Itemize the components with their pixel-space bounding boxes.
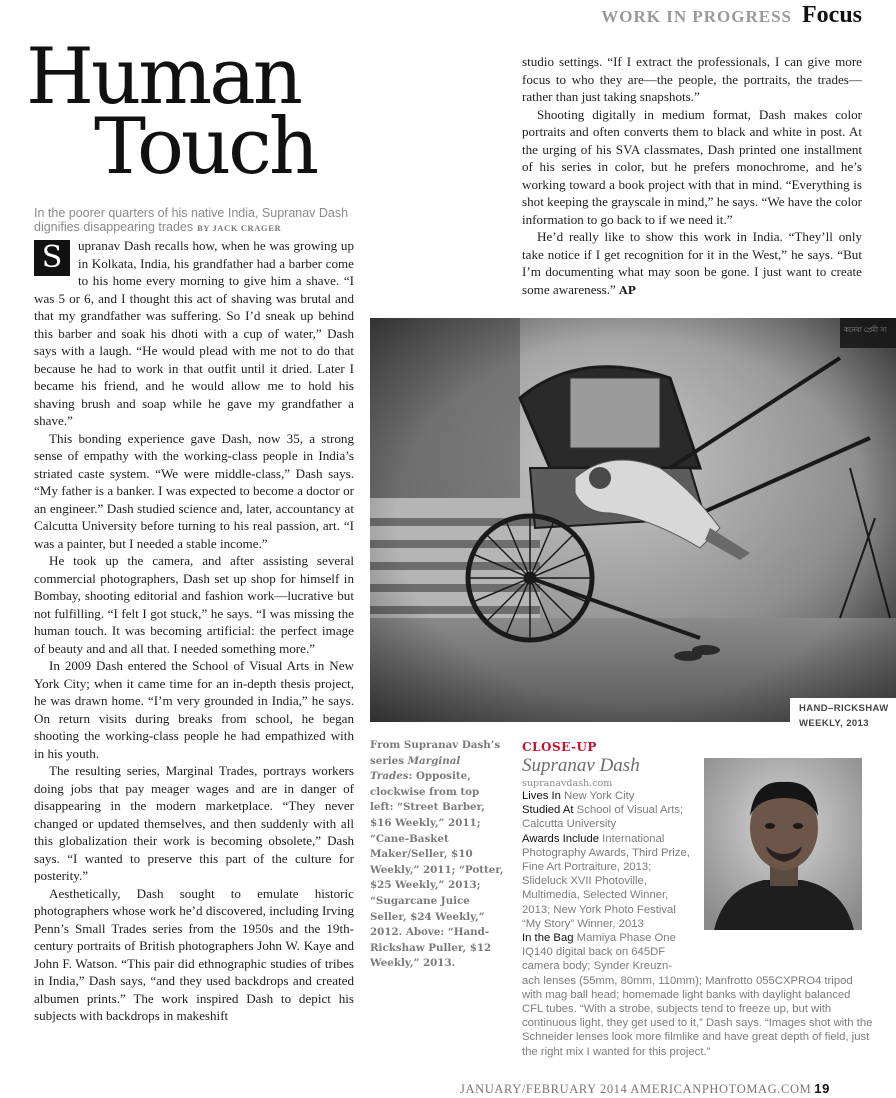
- paragraph: Aesthetically, Dash sought to emulate historic photographers whose work he’d discovered, including Irving Penn’s Small Trades series from the 1950s and the 19th-century portraits of British photographers John W. Kaye and John F. Watson. “This pair did ethnographic studies of tribes in India,” Dash says, “and they used backdrops and created albumen prints.” The work inspired Dash to depict his subjects with backdrops in makeshift: [34, 885, 354, 1023]
- title-line-2: Touch: [94, 102, 317, 192]
- in-the-bag-continued: ach lenses (55mm, 80mm, 110mm); Manfrotto 055CXPRO4 tripod with mag ball head; homemade light banks with daylight balanced CFL tubes. “With a strobe, subjects tend to freeze up, but with continuous light, they get used to it,” Dash says. “Images shot with the Schneider lenses look more filmlike and have great depth of field, just the right mix I wanted for this project.”: [522, 974, 873, 1058]
- credit-line-1: HAND–RICKSHAW: [799, 703, 889, 714]
- portrait-photo: [704, 758, 862, 930]
- paragraph: This bonding experience gave Dash, now 35, a strong sense of empathy with the working-class people in India’s striated caste system. “We were middle-class,” Dash says. “My father is a banker. I was expected to become a doctor or an engineer.” Dash studied science and, later, accountancy at Calcutta University before turning to his real passion, art. “I was a painter, but I needed a stable income.”: [34, 430, 354, 551]
- page-header: [601, 2, 862, 29]
- photo-credit: [790, 698, 896, 729]
- article-deck: [34, 206, 354, 235]
- paragraph: The resulting series, Marginal Trades, portrays workers doing jobs that pay meager wages and are in danger of disappearing in the modern marketplace. “They never changed or updated themselves, and then suddenly with all this globalization their work is becoming obsolete,” Dash says. “I wanted to preserve this part of the culture for posterity.”: [34, 763, 354, 883]
- paragraph: He took up the camera, and after assisting several commercial photographers, Dash set up shop for himself in Bombay, shooting editorial and fashion work—lucrative but not fulfilling. “I felt I got stuck,” he says. “I was missing the human touch. It was becoming artificial: the perfect image of beauty and and all that. I needed something more.”: [34, 553, 354, 656]
- closeup-name: Supranav Dash: [522, 755, 640, 776]
- article-title: [26, 32, 366, 192]
- drop-cap: S: [34, 240, 70, 276]
- in-the-bag: In the Bag Mamiya Phase One IQ140 digital back on 645DF camera body; Synder Kreuzn-: [522, 932, 676, 973]
- paragraph: He’d really like to show this work in India. “They’ll only take notice if I get recognition for it in the West,” he says. “But I’m documenting what may soon be gone. I just want to create some awareness.” AP: [522, 229, 862, 297]
- section-label: WORK IN PROGRESS: [601, 7, 792, 26]
- photo-caption: From Supranav Dash’s series Marginal Trades: Opposite, clockwise from top left: “Street Barber, $16 Weekly,” 2011; “Cane-Basket Maker/Seller, $10 Weekly,” 2011; “Potter, $25 Weekly,” 2013; “Sugarcane Juice Seller, $24 Weekly,” 2012. Above: “Hand-Rickshaw Puller, $12 Weekly,” 2013.: [370, 739, 504, 970]
- closeup-url: supranavdash.com: [522, 778, 613, 789]
- department-label: Focus: [802, 2, 862, 28]
- page-footer: [460, 1081, 830, 1097]
- deck-text: In the poorer quarters of his native India, Supranav Dash dignifies disappearing trades: [34, 206, 349, 234]
- title-line-1: Human: [26, 32, 300, 122]
- byline: BY JACK CRAGER: [197, 223, 282, 233]
- closeup-label: CLOSE-UP: [522, 740, 597, 754]
- awards: Awards Include International Photography Awards, Third Prize, Fine Art Portraiture, 2013; Slideluck XVII Photoville, Multimedia, Selected Winner, 2013; New York Photo Festival “My Story” Winner, 2013: [522, 832, 690, 930]
- footer-text: JANUARY/FEBRUARY 2014 AMERICANPHOTOMAG.COM: [460, 1082, 812, 1096]
- paragraph: Shooting digitally in medium format, Dash makes color portraits and often converts them to black and white in post. At the urging of his SVA classmates, Dash printed one installment of his series in color, but he prefers monochrome, and he’s working toward a book project with that in mind. “Everything is shot keeping the grayscale in mind,” he says. “We have the color information to go back to if we need it.”: [522, 106, 862, 227]
- paragraph: studio settings. “If I extract the professionals, I can give more focus to who they are—the people, the portraits, the trades—rather than just taking snapshots.”: [522, 54, 862, 104]
- series-title: Marginal Trades: [370, 754, 461, 783]
- paragraph: In 2009 Dash entered the School of Visual Arts in New York City; when it came time for an in-depth thesis project, he was drawn home. “I’m very grounded in India,” he says. On return visits during breaks from school, he began shooting the working-class people he had empathized with in his youth.: [34, 658, 354, 761]
- article-column-2: [522, 53, 862, 299]
- page-number: 19: [814, 1081, 830, 1096]
- article-column-1: [34, 237, 354, 1025]
- signoff-mark: AP: [619, 283, 636, 297]
- credit-line-2: WEEKLY, 2013: [799, 718, 869, 729]
- lives-in: Lives In New York City: [522, 790, 635, 802]
- rickshaw-photo: [370, 318, 896, 722]
- studied-at: Studied At School of Visual Arts; Calcutta University: [522, 804, 684, 831]
- paragraph: S upranav Dash recalls how, when he was growing up in Kolkata, India, his grandfather had a barber come to his home every morning to give him a shave. “I was 5 or 6, and I thought this act of shaving was brutal and that my grandfather was suffering. So I’d sneak up behind this barber and soak his dhoti with a cup of water,” Dash says with a laugh. “He would plead with me not to do that because he had to work in that outfit until it dried. Later I became his friend, and he would allow me to hold his shaving brush and soap while he gave my grandfather a shave.”: [34, 238, 354, 428]
